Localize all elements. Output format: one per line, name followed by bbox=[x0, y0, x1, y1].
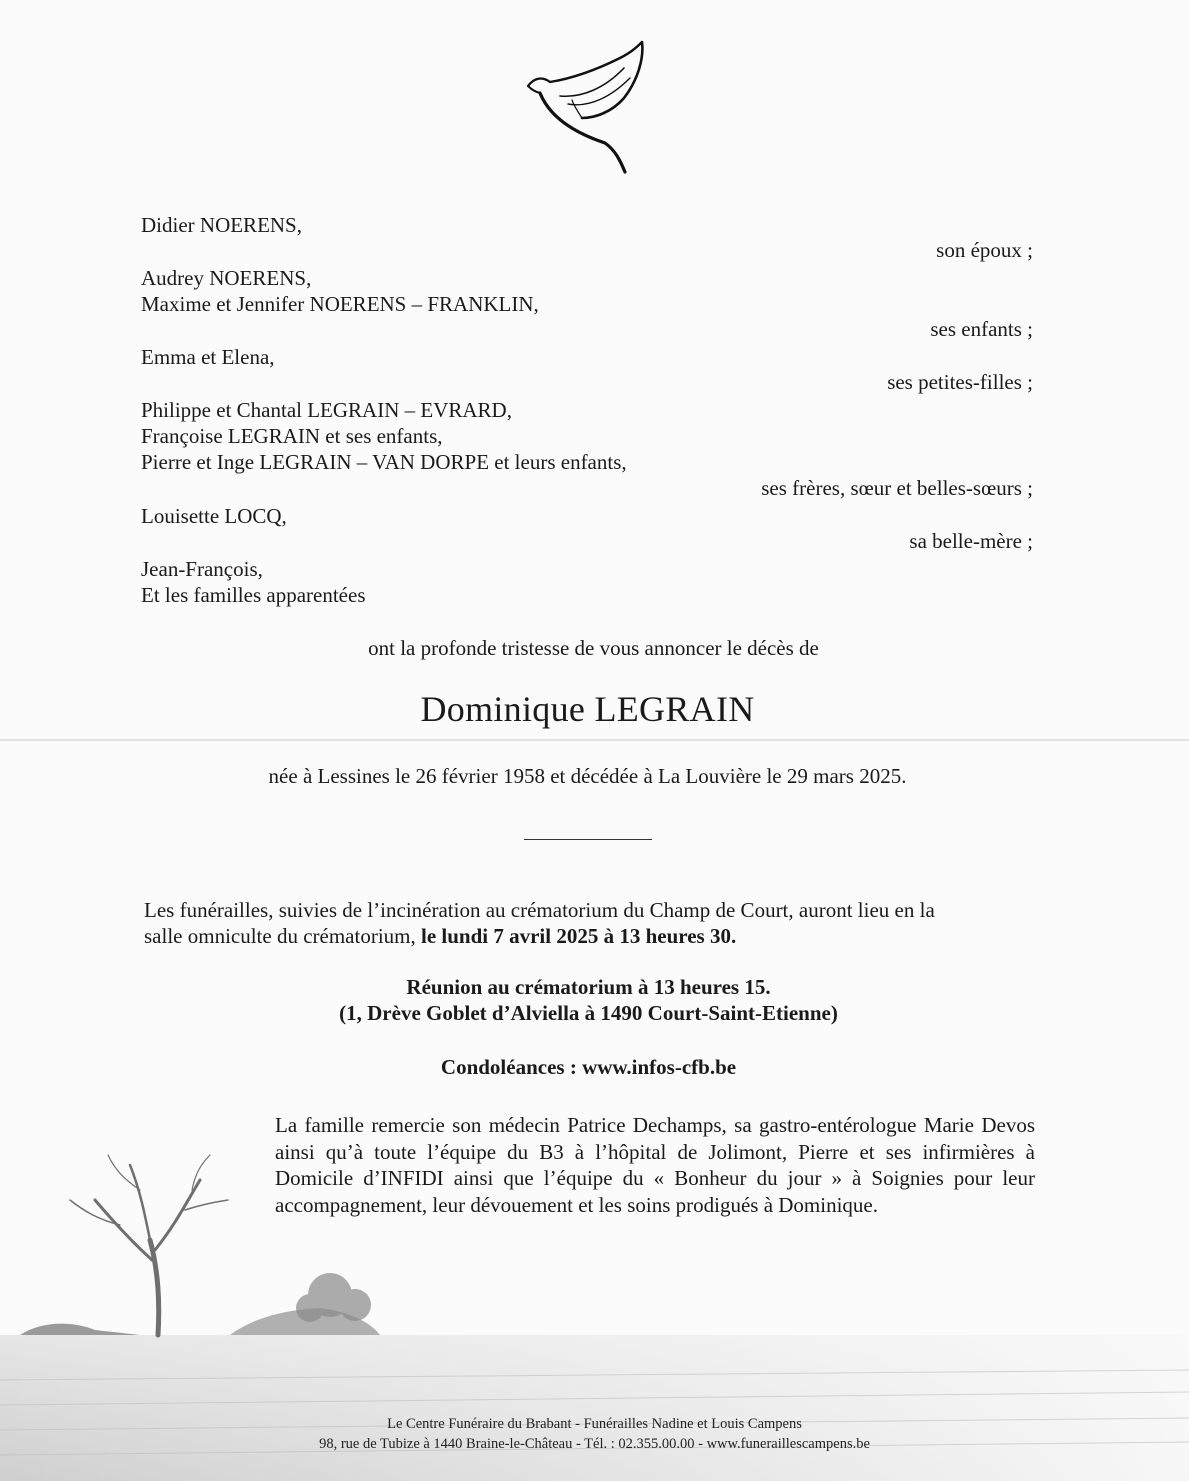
birth-death-text: née à Lessines le 26 février 1958 et décédée à La Louvière le 29 mars 2025. bbox=[268, 764, 907, 788]
family-relation-2: ses enfants ; bbox=[930, 317, 1033, 341]
crematorium-address: (1, Drève Goblet d’Alviella à 1490 Court-Saint-Etienne) bbox=[339, 1001, 838, 1025]
condolences-link: Condoléances : www.infos-cfb.be bbox=[440, 1055, 737, 1079]
family-name-line: Françoise LEGRAIN et ses enfants, bbox=[141, 424, 443, 448]
family-name-line: Maxime et Jennifer NOERENS – FRANKLIN, bbox=[141, 292, 539, 316]
footer-line-1: Le Centre Funéraire du Brabant - Funérailles Nadine et Louis Campens bbox=[387, 1416, 802, 1432]
family-name-line: Emma et Elena, bbox=[141, 345, 275, 369]
meeting-time: Réunion au crématorium à 13 heures 15. bbox=[406, 975, 771, 999]
funeral-text-line-2: salle omniculte du crématorium, bbox=[144, 924, 421, 948]
funeral-text-line-1: Les funérailles, suivies de l’incinération au crématorium du Champ de Court, auront lieu en la bbox=[144, 898, 935, 922]
family-name-line: Audrey NOERENS, bbox=[141, 266, 312, 290]
announcement-text: ont la profonde tristesse de vous annoncer le décès de bbox=[368, 636, 819, 660]
fold-line bbox=[0, 739, 1189, 741]
separator-rule bbox=[524, 839, 652, 840]
funeral-details bbox=[144, 897, 1034, 949]
family-relation-4: ses frères, sœur et belles-sœurs ; bbox=[761, 476, 1033, 500]
dove-icon bbox=[520, 38, 650, 178]
deceased-name: Dominique LEGRAIN bbox=[420, 689, 755, 729]
funeral-date-time: le lundi 7 avril 2025 à 13 heures 30. bbox=[421, 924, 737, 948]
family-group-2 bbox=[141, 265, 1033, 317]
family-name-line: Louisette LOCQ, bbox=[141, 504, 287, 528]
thanks-paragraph: La famille remercie son médecin Patrice Dechamps, sa gastro-entérologue Marie Devos ainsi qu’à toute l’équipe du B3 à l’hôpital de Jolimont, Pierre et ses infirmières à Domicile d’INFIDI ainsi que l’équipe du « Bonheur du jour » à Soignies pour leur accompagnement, leur dévouement et les soins prodigués à Dominique. bbox=[275, 1113, 1035, 1217]
family-group-4 bbox=[141, 397, 1033, 475]
family-name-line: Jean-François, bbox=[141, 557, 263, 581]
family-relation-3: ses petites-filles ; bbox=[887, 370, 1033, 394]
family-relation-1: son époux ; bbox=[936, 238, 1033, 262]
family-group-5 bbox=[141, 503, 1033, 529]
family-name-line: Philippe et Chantal LEGRAIN – EVRARD, bbox=[141, 398, 512, 422]
family-name-line: Didier NOERENS, bbox=[141, 213, 302, 237]
family-relation-5: sa belle-mère ; bbox=[909, 529, 1033, 553]
family-name-line: Et les familles apparentées bbox=[141, 583, 366, 607]
family-group-3 bbox=[141, 344, 1033, 370]
footer-line-2: 98, rue de Tubize à 1440 Braine-le-Château - Tél. : 02.355.00.00 - www.funeraillescampens.be bbox=[319, 1436, 870, 1452]
family-group-1 bbox=[141, 212, 1033, 238]
family-group-6 bbox=[141, 556, 1033, 608]
family-name-line: Pierre et Inge LEGRAIN – VAN DORPE et leurs enfants, bbox=[141, 450, 627, 474]
